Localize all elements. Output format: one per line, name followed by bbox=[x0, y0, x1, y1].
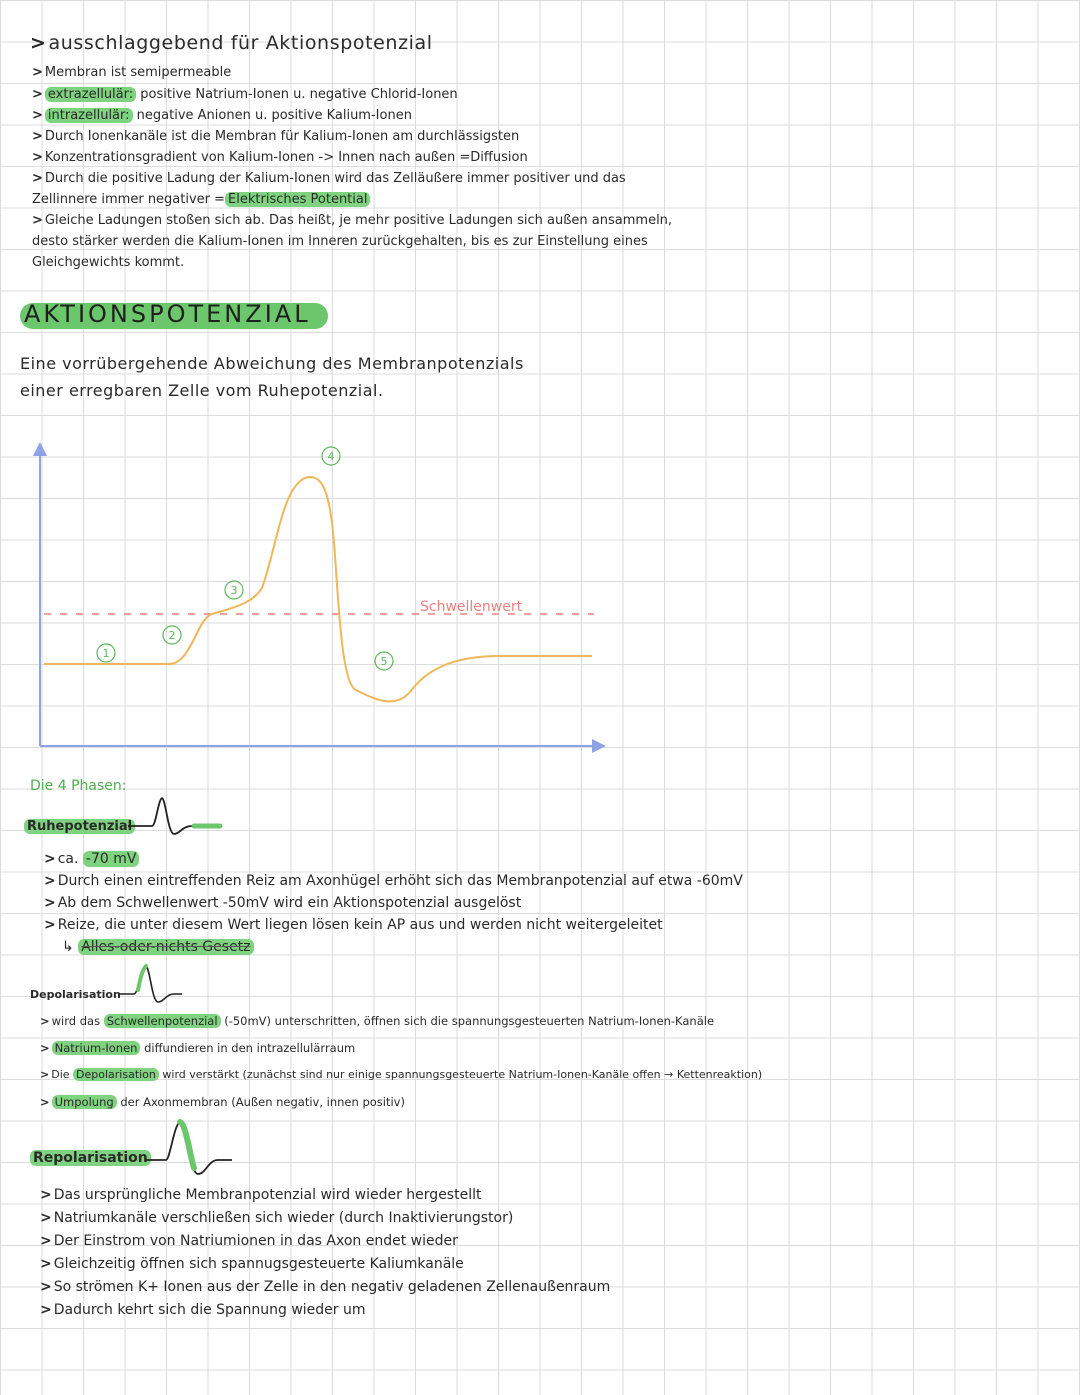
repol-line: > Gleichzeitig öffnen sich spannugsgesteuerte Kaliumkanäle bbox=[40, 1256, 464, 1272]
arrow-icon: > bbox=[40, 1187, 52, 1203]
marker-2-label: 2 bbox=[168, 629, 176, 642]
definition-line-2: einer erregbaren Zelle vom Ruhepotenzial. bbox=[20, 381, 384, 400]
intro-line: > Durch Ionenkanäle ist die Membran für Kalium-Ionen am durchlässigsten bbox=[32, 129, 520, 144]
depol-wave-icon bbox=[116, 962, 186, 1004]
marker-1-label: 1 bbox=[102, 647, 110, 660]
arrow-icon: > bbox=[40, 1210, 52, 1226]
marker-4 bbox=[322, 447, 340, 465]
arrow-icon: > bbox=[40, 1279, 52, 1295]
arrow-icon: > bbox=[44, 851, 56, 867]
arrow-icon: > bbox=[32, 65, 43, 80]
marker-3-label: 3 bbox=[230, 584, 238, 597]
marker-3 bbox=[225, 581, 243, 599]
arrow-icon: > bbox=[40, 1095, 50, 1109]
ruhe-line: > Reize, die unter diesem Wert liegen lösen kein AP aus und werden nicht weitergeleitet bbox=[44, 917, 663, 933]
arrow-icon: > bbox=[40, 1256, 52, 1272]
x-axis-arrow bbox=[592, 739, 606, 753]
arrow-icon: > bbox=[40, 1233, 52, 1249]
arrow-icon: > bbox=[30, 32, 47, 54]
arrow-icon: > bbox=[40, 1014, 50, 1028]
threshold-label: Schwellenwert bbox=[420, 599, 523, 615]
intro-heading: > ausschlaggebend für Aktionspotenzial bbox=[30, 32, 433, 54]
repol-line: > So strömen K+ Ionen aus der Zelle in den negativ geladenen Zellenaußenraum bbox=[40, 1279, 611, 1295]
arrow-icon: > bbox=[44, 917, 56, 933]
repol-line: > Dadurch kehrt sich die Spannung wieder um bbox=[40, 1302, 366, 1318]
arrow-icon: > bbox=[44, 873, 56, 889]
phase-depol-title: Depolarisation bbox=[30, 988, 121, 1001]
repol-line: > Das ursprüngliche Membranpotenzial wird wieder hergestellt bbox=[40, 1187, 482, 1203]
action-potential-curve bbox=[44, 477, 592, 701]
marker-4-label: 4 bbox=[327, 450, 335, 463]
arrow-icon: > bbox=[32, 129, 43, 144]
repol-line: > Natriumkanäle verschließen sich wieder (durch Inaktivierungstor) bbox=[40, 1210, 514, 1226]
arrow-icon: > bbox=[32, 87, 43, 102]
definition-line-1: Eine vorrübergehende Abweichung des Membranpotenzials bbox=[20, 354, 524, 373]
depol-line: > Die Depolarisation wird verstärkt (zunächst sind nur einige spannungsgesteuerte Natrium-Ionen-Kanäle offen → Kettenreaktion) bbox=[40, 1068, 763, 1081]
marker-2 bbox=[163, 626, 181, 644]
arrow-icon: > bbox=[32, 171, 43, 186]
intro-line: > extrazellulär: positive Natrium-Ionen u. negative Chlorid-Ionen bbox=[32, 87, 458, 102]
arrow-icon: > bbox=[32, 108, 43, 123]
intro-line: > Membran ist semipermeable bbox=[32, 65, 232, 80]
y-axis-arrow bbox=[33, 442, 47, 456]
section-title: AKTIONSPOTENZIAL bbox=[24, 300, 311, 328]
ruhe-line: > Durch einen eintreffenden Reiz am Axonhügel erhöht sich das Membranpotenzial auf etwa -60mV bbox=[44, 873, 743, 889]
arrow-icon: > bbox=[44, 895, 56, 911]
arrow-icon: > bbox=[40, 1302, 52, 1318]
marker-5 bbox=[375, 652, 393, 670]
depol-line: > Umpolung der Axonmembran (Außen negativ, innen positiv) bbox=[40, 1095, 405, 1109]
repol-wave-icon bbox=[144, 1116, 236, 1182]
ruhe-wave-icon bbox=[126, 794, 226, 838]
ruhe-line: > Ab dem Schwellenwert -50mV wird ein Aktionspotenzial ausgelöst bbox=[44, 895, 522, 911]
phase-ruhe-title: Ruhepotenzial bbox=[24, 819, 135, 834]
ruhe-sub: ↳ Alles-oder-nichts Gesetz bbox=[62, 936, 254, 958]
intro-line: desto stärker werden die Kalium-Ionen im Inneren zurückgehalten, bis es zur Einstellung eines bbox=[32, 234, 648, 249]
marker-1 bbox=[97, 644, 115, 662]
return-arrow-icon: ↳ bbox=[62, 939, 79, 955]
intro-line: Gleichgewichts kommt. bbox=[32, 255, 185, 270]
intro-line: Zellinnere immer negativer = Elektrisches Potential bbox=[32, 189, 370, 210]
action-potential-graph bbox=[0, 430, 640, 770]
arrow-icon: > bbox=[32, 213, 43, 228]
depol-line: > wird das Schwellenpotenzial (-50mV) unterschritten, öffnen sich die spannungsgesteuerten Natrium-Ionen-Kanäle bbox=[40, 1014, 715, 1028]
arrow-icon: > bbox=[40, 1068, 50, 1081]
repol-line: > Der Einstrom von Natriumionen in das Axon endet wieder bbox=[40, 1233, 458, 1249]
intro-line: > Durch die positive Ladung der Kalium-Ionen wird das Zelläußere immer positiver und das bbox=[32, 171, 626, 186]
depol-line: > Natrium-Ionen diffundieren in den intrazellulärraum bbox=[40, 1041, 356, 1055]
intro-line: > Konzentrationsgradient von Kalium-Ionen -> Innen nach außen =Diffusion bbox=[32, 150, 528, 165]
phases-label: Die 4 Phasen: bbox=[30, 778, 127, 794]
intro-line: > Gleiche Ladungen stoßen sich ab. Das heißt, je mehr positive Ladungen sich außen ansammeln, bbox=[32, 213, 673, 228]
arrow-icon: > bbox=[32, 150, 43, 165]
arrow-icon: > bbox=[40, 1041, 50, 1055]
phase-repol-title: Repolarisation bbox=[30, 1150, 151, 1166]
marker-5-label: 5 bbox=[380, 655, 388, 668]
ruhe-line: > ca. -70 mV bbox=[44, 848, 139, 870]
intro-line: > intrazellulär: negative Anionen u. positive Kalium-Ionen bbox=[32, 108, 412, 123]
